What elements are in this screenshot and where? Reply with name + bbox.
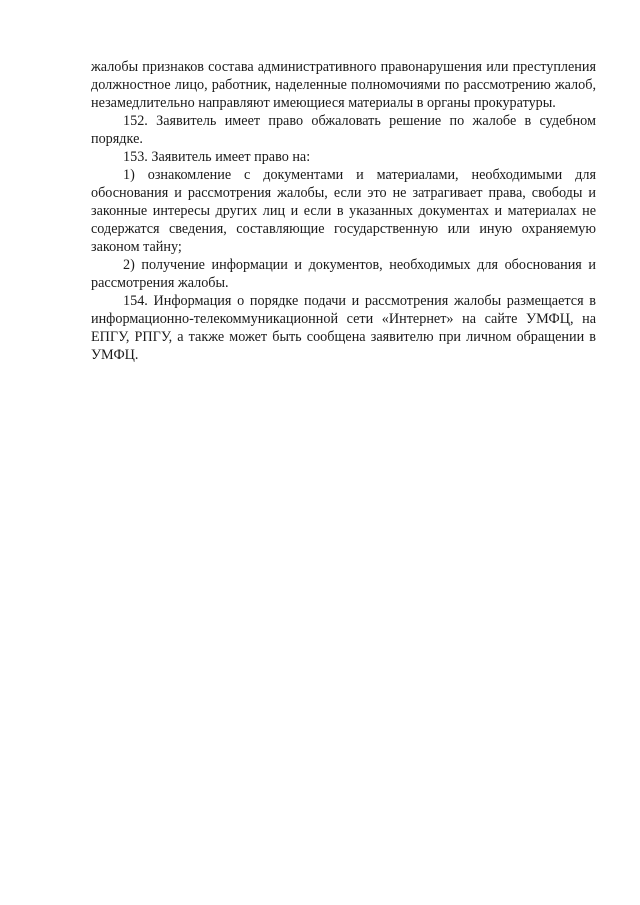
paragraph-153: 153. Заявитель имеет право на:: [123, 149, 311, 165]
paragraph-152: 152. Заявитель имеет право обжаловать решение по жалобе в судебном порядке.: [91, 113, 596, 147]
list-item-2: 2) получение информации и документов, необходимых для обоснования и рассмотрения жалобы.: [91, 257, 596, 291]
document-body: [91, 58, 596, 364]
paragraph-154: 154. Информация о порядке подачи и рассмотрения жалобы размещается в информационно-телекоммуникационной сети «Интернет» на сайте УМФЦ, на ЕПГУ, РПГУ, а также может быть сообщена заявителю при личном обращении в УМФЦ.: [91, 293, 596, 363]
paragraph-continuation: жалобы признаков состава административного правонарушения или преступления должностное лицо, работник, наделенные полномочиями по рассмотрению жалоб, незамедлительно направляют имеющиеся материалы в органы прокуратуры.: [91, 59, 596, 111]
list-item-1: 1) ознакомление с документами и материалами, необходимыми для обоснования и рассмотрения жалобы, если это не затрагивает права, свободы и законные интересы других лиц и если в указанных документах и материалах не содержатся сведения, составляющие государственную или иную охраняемую законом тайну;: [91, 167, 596, 255]
